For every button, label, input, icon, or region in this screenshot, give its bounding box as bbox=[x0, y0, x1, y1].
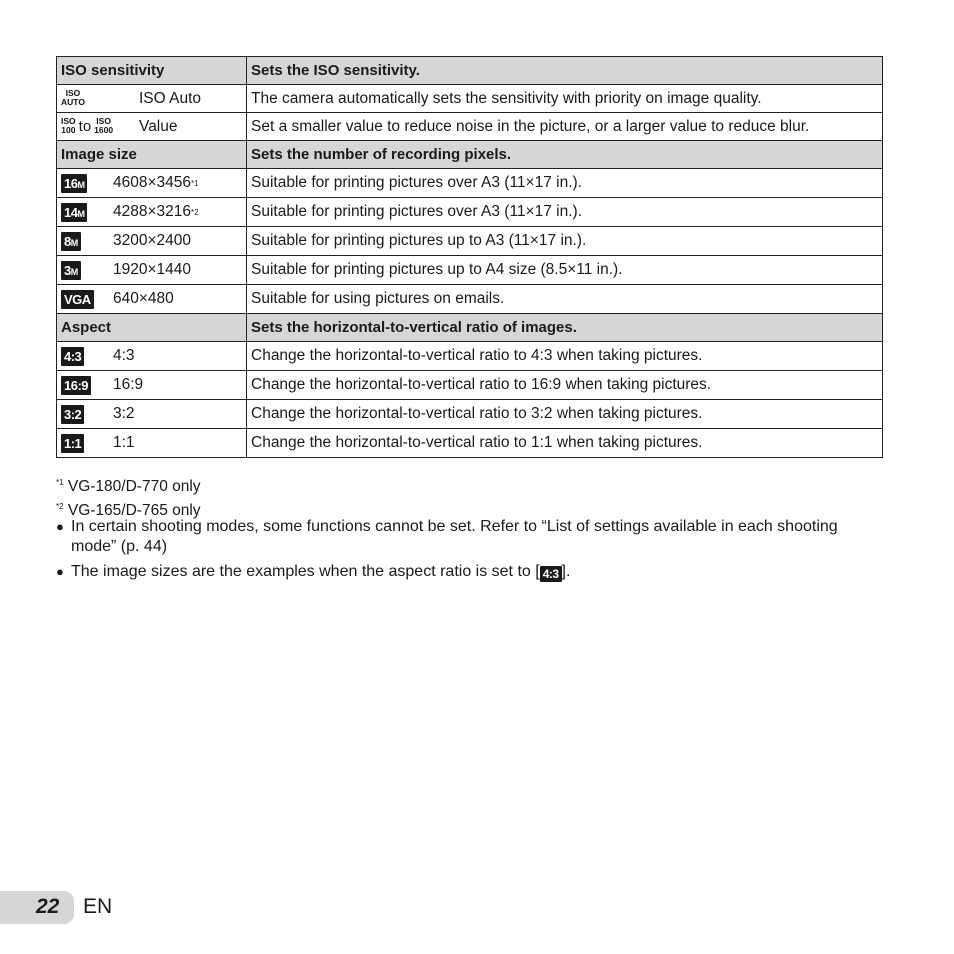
image-size-vga-icon: VGA bbox=[61, 290, 94, 309]
row-label: 4:3 bbox=[113, 347, 135, 364]
aspect-16-9-icon: 16:9 bbox=[61, 376, 91, 395]
table-row bbox=[57, 169, 883, 198]
table-row bbox=[57, 113, 883, 141]
image-size-3m-icon: 3M bbox=[61, 261, 81, 280]
row-label: 1920×1440 bbox=[113, 261, 192, 278]
row-label: 1:1 bbox=[113, 434, 135, 451]
table-row bbox=[57, 85, 883, 113]
table-row bbox=[57, 400, 883, 429]
section-header-aspect bbox=[57, 314, 883, 342]
bullet-dot-icon: ● bbox=[56, 564, 64, 579]
row-label: 3:2 bbox=[113, 405, 135, 422]
row-desc: Set a smaller value to reduce noise in the picture, or a larger value to reduce blur. bbox=[247, 113, 883, 141]
row-desc: Change the horizontal-to-vertical ratio to 1:1 when taking pictures. bbox=[247, 429, 883, 458]
section-name: ISO sensitivity bbox=[57, 57, 247, 85]
row-desc: Change the horizontal-to-vertical ratio to 3:2 when taking pictures. bbox=[247, 400, 883, 429]
section-name: Image size bbox=[57, 141, 247, 169]
row-label: 3200×2400 bbox=[113, 232, 192, 249]
row-label: 16:9 bbox=[113, 376, 144, 393]
aspect-4-3-icon: 4:3 bbox=[61, 347, 84, 366]
section-desc: Sets the number of recording pixels. bbox=[247, 141, 883, 169]
row-desc: Change the horizontal-to-vertical ratio to 4:3 when taking pictures. bbox=[247, 342, 883, 371]
row-desc: Suitable for printing pictures up to A3 (11×17 in.). bbox=[247, 227, 883, 256]
row-desc: Suitable for printing pictures over A3 (11×17 in.). bbox=[247, 198, 883, 227]
page-number: 22 bbox=[36, 895, 60, 918]
aspect-1-1-icon: 1:1 bbox=[61, 434, 84, 453]
section-name: Aspect bbox=[57, 314, 247, 342]
table-row bbox=[57, 227, 883, 256]
bullet-dot-icon: ● bbox=[56, 519, 64, 534]
table-row bbox=[57, 342, 883, 371]
row-desc: Change the horizontal-to-vertical ratio to 16:9 when taking pictures. bbox=[247, 371, 883, 400]
row-desc: Suitable for using pictures on emails. bbox=[247, 285, 883, 314]
bullet-note: ● The image sizes are the examples when the aspect ratio is set to [ 4:3 ]. bbox=[56, 563, 571, 581]
row-label: Value bbox=[139, 117, 178, 135]
row-label: 640×480 bbox=[113, 290, 174, 307]
aspect-3-2-icon: 3:2 bbox=[61, 405, 84, 424]
table-row bbox=[57, 429, 883, 458]
footnote: $^{*1}$ VG-180/D-770 only bbox=[56, 478, 201, 495]
footnote-ref: *1 bbox=[191, 178, 199, 188]
section-header-iso bbox=[57, 57, 883, 85]
row-desc: The camera automatically sets the sensitivity with priority on image quality. bbox=[247, 85, 883, 113]
image-size-16m-icon: 16M bbox=[61, 174, 87, 193]
table-row bbox=[57, 256, 883, 285]
iso-100-icon: ISO 100 bbox=[61, 116, 76, 136]
row-desc: Suitable for printing pictures up to A4 size (8.5×11 in.). bbox=[247, 256, 883, 285]
footnote: $^{*2}$ VG-165/D-765 only bbox=[56, 502, 201, 519]
table-row bbox=[57, 285, 883, 314]
row-label: 4288×3216 bbox=[113, 203, 192, 220]
bullet-note: ● In certain shooting modes, some functions cannot be set. Refer to “List of settings available in each shooting mode” (p. 44) bbox=[56, 518, 838, 555]
row-label: ISO Auto bbox=[139, 89, 202, 107]
footnotes bbox=[56, 473, 896, 521]
section-desc: Sets the ISO sensitivity. bbox=[247, 57, 883, 85]
section-header-image-size bbox=[57, 141, 883, 169]
to-text: to bbox=[78, 117, 92, 135]
row-label: 4608×3456 bbox=[113, 174, 192, 191]
footnote-ref: *2 bbox=[191, 207, 199, 217]
iso-1600-icon: ISO 1600 bbox=[94, 116, 114, 136]
aspect-4-3-icon: 4:3 bbox=[540, 566, 562, 582]
page-language: EN bbox=[83, 895, 113, 918]
image-size-8m-icon: 8M bbox=[61, 232, 81, 251]
settings-table bbox=[56, 56, 883, 458]
iso-auto-icon: ISO AUTO bbox=[61, 88, 85, 108]
table-row bbox=[57, 198, 883, 227]
row-desc: Suitable for printing pictures over A3 (11×17 in.). bbox=[247, 169, 883, 198]
image-size-14m-icon: 14M bbox=[61, 203, 87, 222]
section-desc: Sets the horizontal-to-vertical ratio of images. bbox=[247, 314, 883, 342]
table-row bbox=[57, 371, 883, 400]
